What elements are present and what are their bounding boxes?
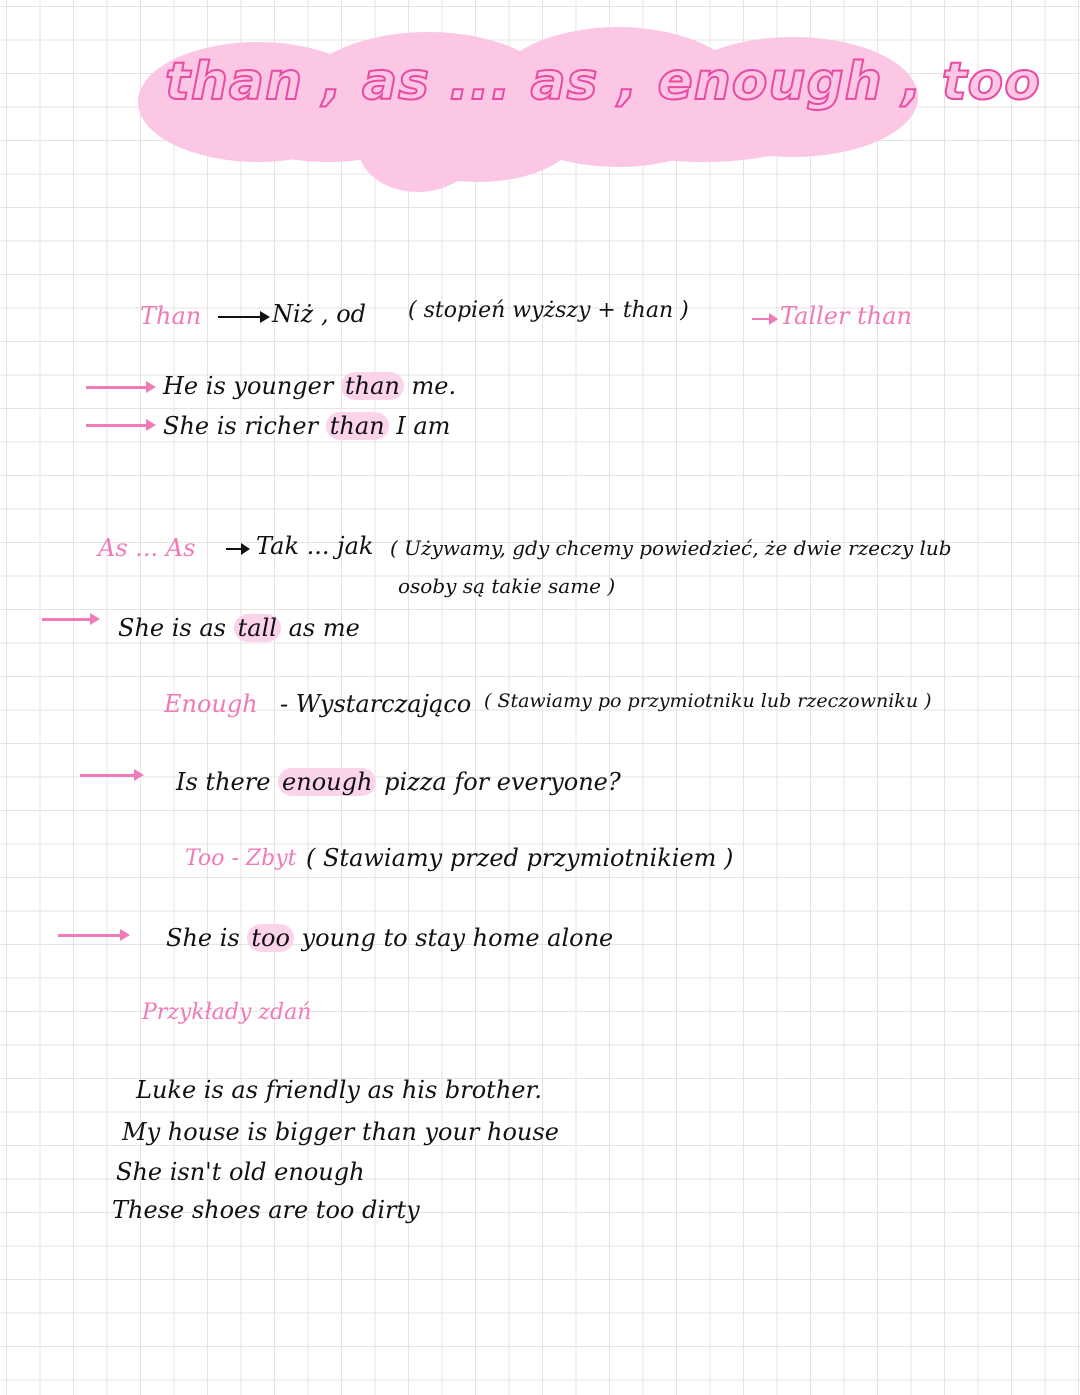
as-as-translation: Tak ... jak bbox=[256, 532, 374, 560]
arrow-icon bbox=[42, 618, 92, 621]
as-as-note-line-2: osoby są takie same ) bbox=[398, 574, 616, 598]
than-example-tag: Taller than bbox=[780, 302, 912, 330]
example-sentence: These shoes are too dirty bbox=[112, 1196, 420, 1224]
arrow-icon bbox=[218, 316, 262, 318]
arrow-icon bbox=[752, 318, 770, 320]
enough-example: Is there enough pizza for everyone? bbox=[176, 768, 621, 796]
arrow-icon bbox=[86, 386, 148, 389]
page-title: than , as ... as , enough , too bbox=[165, 52, 1041, 112]
than-example-1: He is younger than me. bbox=[163, 372, 457, 400]
than-word: Than bbox=[140, 302, 202, 330]
too-word: Too - Zbyt bbox=[185, 846, 297, 871]
than-example-2: She is richer than I am bbox=[163, 412, 451, 440]
enough-translation: - Wystarczająco bbox=[280, 690, 472, 718]
than-note: ( stopień wyższy + than ) bbox=[408, 298, 689, 323]
too-note: ( Stawiamy przed przymiotnikiem ) bbox=[306, 844, 734, 872]
highlight: enough bbox=[278, 768, 376, 796]
arrow-icon bbox=[58, 934, 122, 937]
example-sentence: Luke is as friendly as his brother. bbox=[136, 1076, 542, 1104]
arrow-icon bbox=[80, 774, 136, 777]
examples-heading: Przykłady zdań bbox=[142, 1000, 312, 1025]
arrow-icon bbox=[226, 548, 242, 550]
than-translation: Niż , od bbox=[272, 300, 367, 328]
example-sentence: She isn't old enough bbox=[116, 1158, 365, 1186]
highlight: too bbox=[247, 924, 294, 952]
example-sentence: My house is bigger than your house bbox=[122, 1118, 559, 1146]
highlight: than bbox=[341, 372, 404, 400]
as-as-note-line-1: ( Używamy, gdy chcemy powiedzieć, że dwie rzeczy lub bbox=[390, 536, 952, 560]
arrow-icon bbox=[86, 424, 148, 427]
highlight: tall bbox=[234, 614, 281, 642]
highlight: than bbox=[326, 412, 389, 440]
as-as-example: She is as tall as me bbox=[118, 614, 360, 642]
enough-word: Enough bbox=[164, 690, 258, 718]
too-example: She is too young to stay home alone bbox=[166, 924, 614, 952]
as-as-word: As ... As bbox=[98, 534, 196, 562]
enough-note: ( Stawiamy po przymiotniku lub rzeczowniku ) bbox=[484, 690, 932, 712]
